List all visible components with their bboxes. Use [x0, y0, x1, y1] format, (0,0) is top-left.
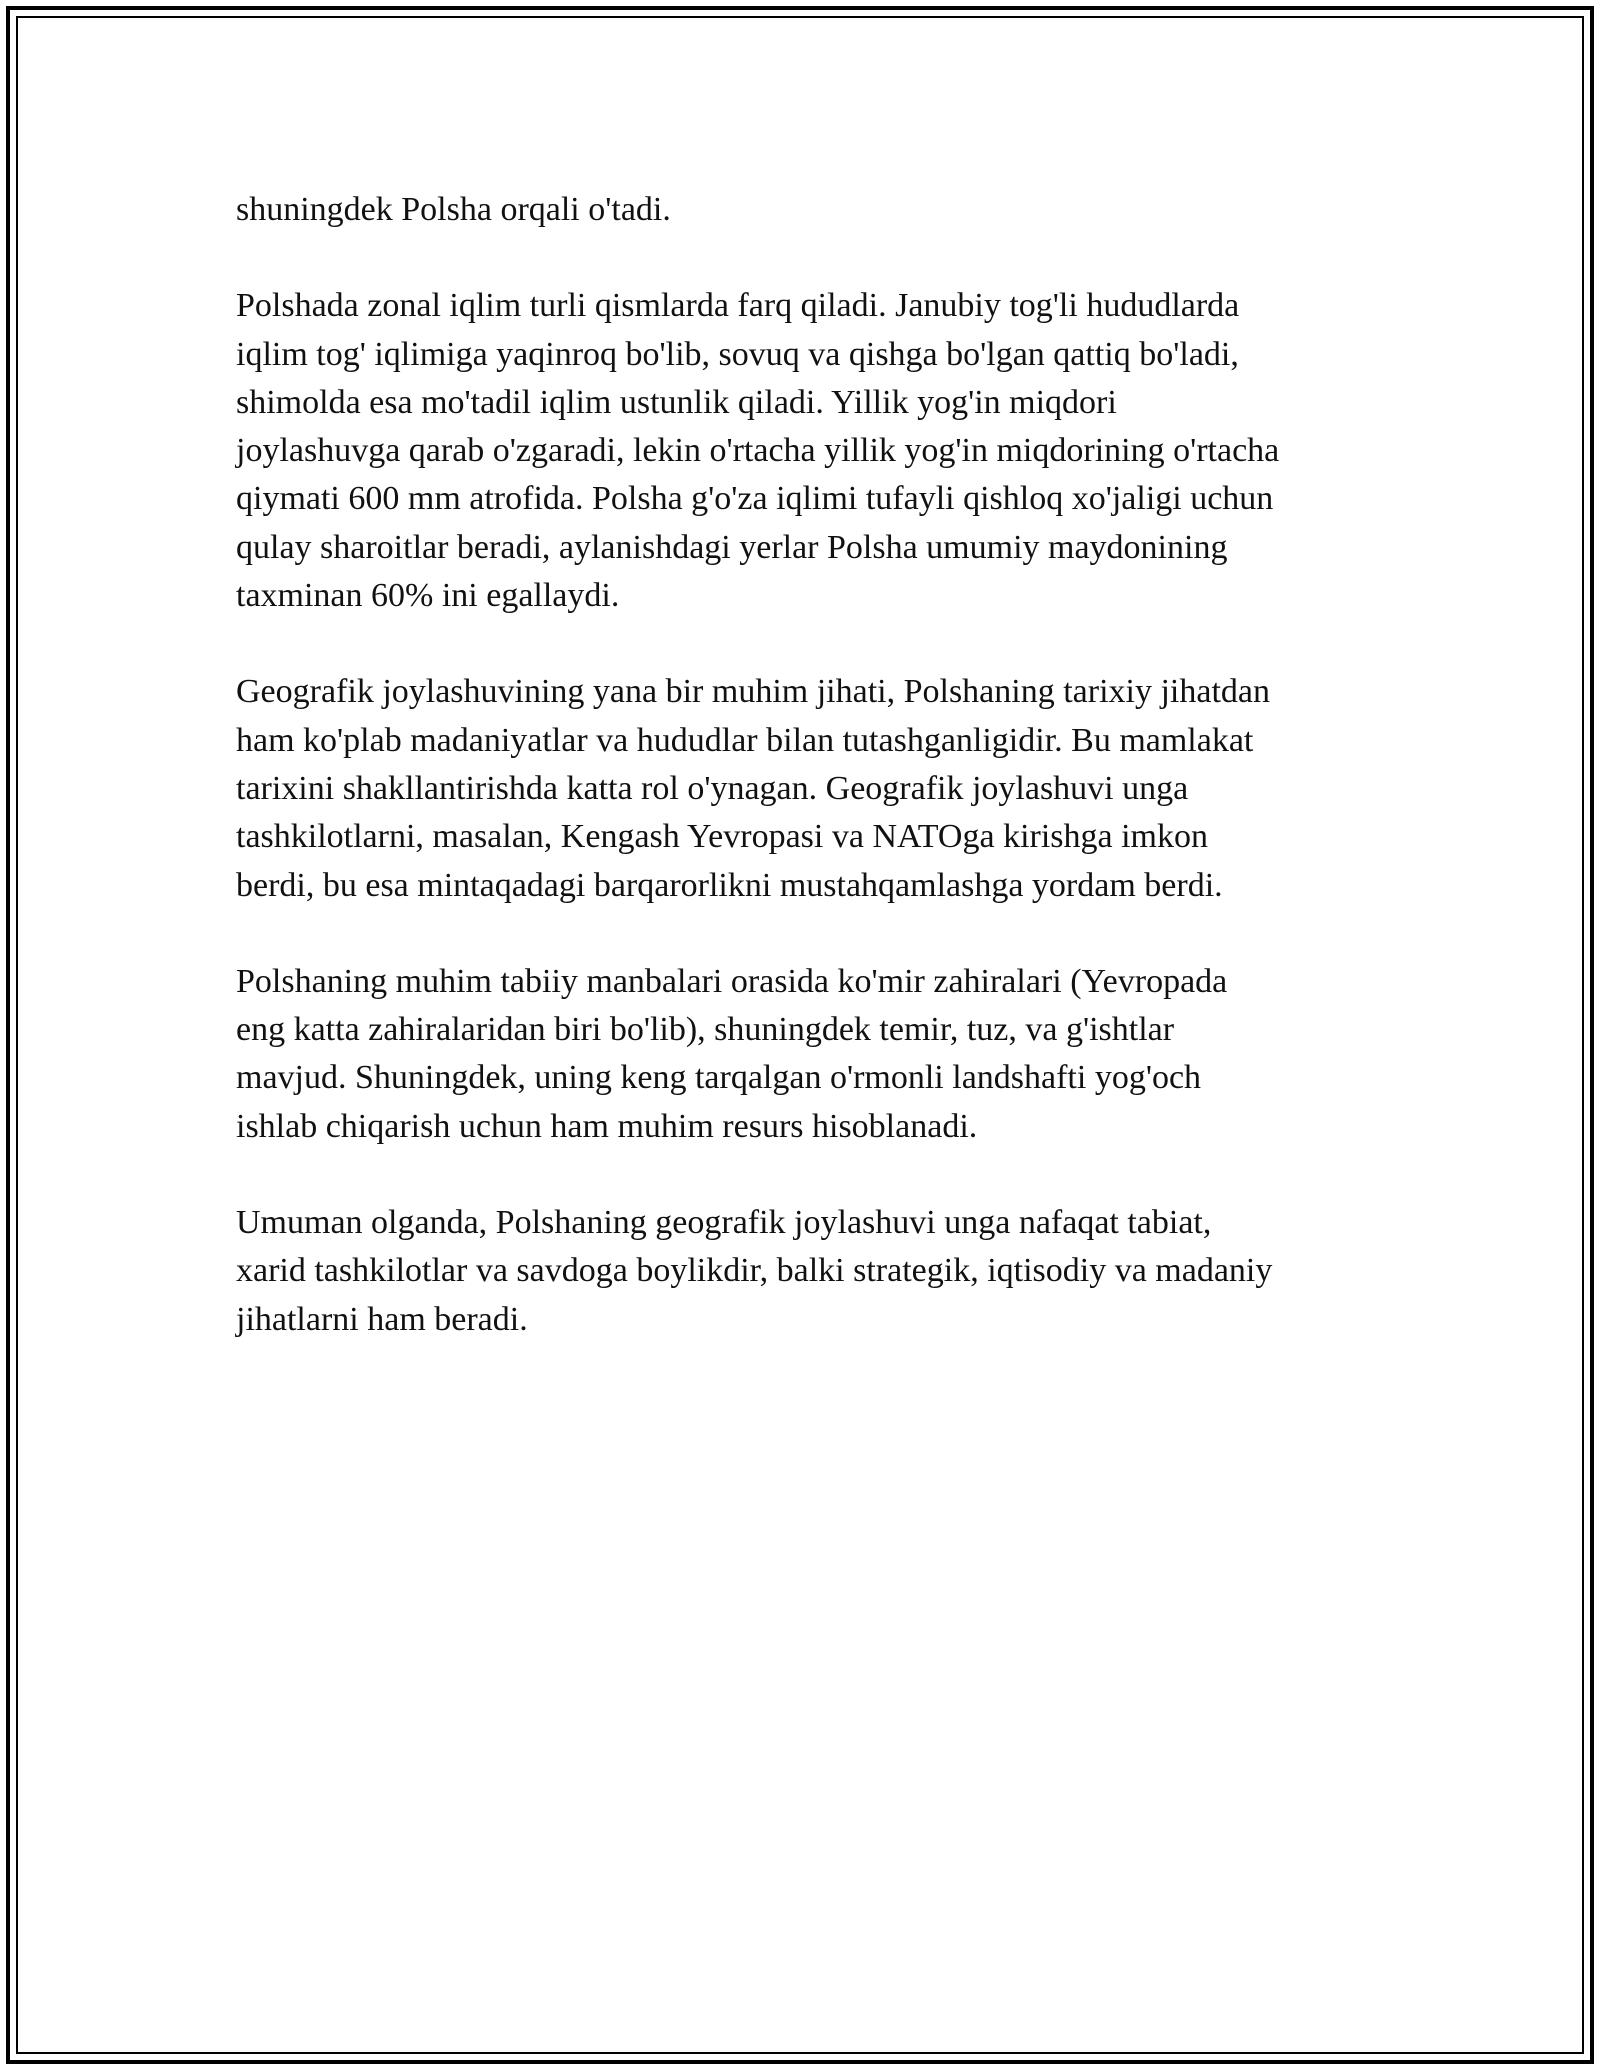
- paragraph-3: Geografik joylashuvining yana bir muhim jihati, Polshaning tarixiy jihatdan ham ko'plab madaniyatlar va hududlar bilan tutashganligidir. Bu mamlakat tarixini shakllantirishda katta rol o'ynagan. Geografik joylashuvi unga tashkilotlarni, masalan, Kengash Yevropasi va NATOga kirishga imkon berdi, bu esa mintaqadagi barqarorlikni mustahqamlashga yordam berdi.: [236, 673, 1270, 904]
- paragraph-5: Umuman olganda, Polshaning geografik joylashuvi unga nafaqat tabiat, xarid tashkilotlar va savdoga boylikdir, balki strategik, iqtisodiy va madaniy jihatlarni ham beradi.: [236, 1204, 1273, 1338]
- document-body: [236, 186, 1366, 1392]
- paragraph-4: Polshaning muhim tabiiy manbalari orasida ko'mir zahiralari (Yevropada eng katta zahiralaridan biri bo'lib), shuningdek temir, tuz, va g'ishtlar mavjud. Shuningdek, uning keng tarqalgan o'rmonli landshafti yog'och ishlab chiqarish uchun ham muhim resurs hisoblanadi.: [236, 962, 1228, 1145]
- paragraph-1: shuningdek Polsha orqali o'tadi.: [236, 191, 671, 228]
- paragraph-2: Polshada zonal iqlim turli qismlarda farq qiladi. Janubiy tog'li hududlarda iqlim tog' iqlimiga yaqinroq bo'lib, sovuq va qishga bo'lgan qattiq bo'ladi, shimolda esa mo'tadil iqlim ustunlik qiladi. Yillik yog'in miqdori joylashuvga qarab o'zgaradi, lekin o'rtacha yillik yog'in miqdorining o'rtacha qiymati 600 mm atrofida. Polsha g'o'za iqlimi tufayli qishloq xo'jaligi uchun qulay sharoitlar beradi, aylanishdagi yerlar Polsha umumiy maydonining taxminan 60% ini egallaydi.: [236, 287, 1280, 615]
